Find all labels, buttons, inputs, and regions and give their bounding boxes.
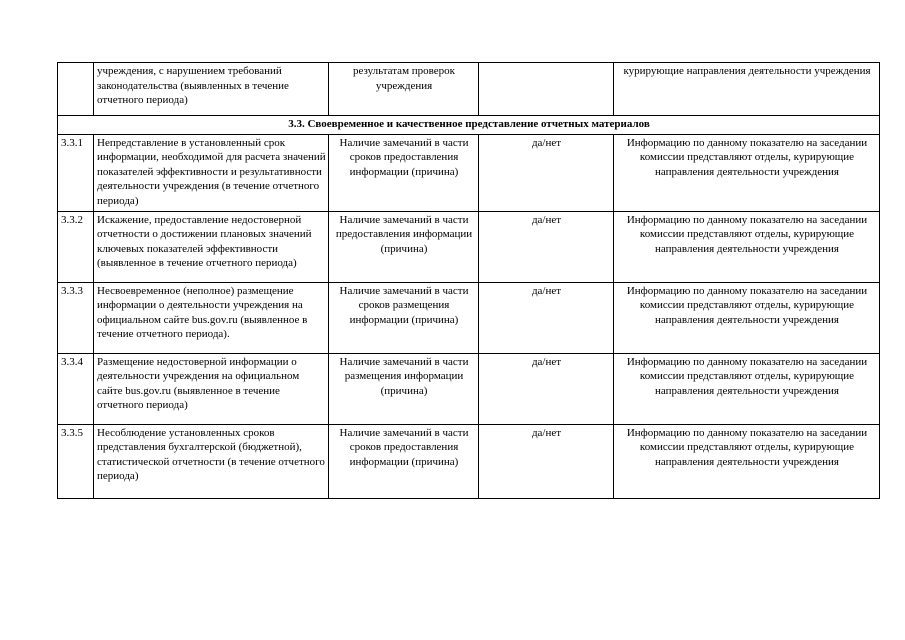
table-row bbox=[58, 353, 880, 424]
source-cell: Информацию по данному показателю на заседании комиссии представляют отделы, курирующие направления деятельности учреждения bbox=[614, 353, 880, 424]
criteria-cell: Наличие замечаний в части сроков размещения информации (причина) bbox=[329, 282, 479, 353]
value-cell bbox=[479, 63, 614, 116]
source-cell: Информацию по данному показателю на заседании комиссии представляют отделы, курирующие направления деятельности учреждения bbox=[614, 424, 880, 498]
criteria-cell: Наличие замечаний в части размещения информации (причина) bbox=[329, 353, 479, 424]
value-cell: да/нет bbox=[479, 134, 614, 211]
source-cell: курирующие направления деятельности учреждения bbox=[614, 63, 880, 116]
value-cell: да/нет bbox=[479, 211, 614, 282]
indicator-cell: Непредставление в установленный срок информации, необходимой для расчета значений показателей эффективности и результативности деятельности учреждения (в течение отчетного периода) bbox=[94, 134, 329, 211]
value-cell: да/нет bbox=[479, 424, 614, 498]
row-number: 3.3.1 bbox=[58, 134, 94, 211]
table-row bbox=[58, 282, 880, 353]
table-row bbox=[58, 211, 880, 282]
value-cell: да/нет bbox=[479, 353, 614, 424]
row-number: 3.3.4 bbox=[58, 353, 94, 424]
indicator-cell: Несвоевременное (неполное) размещение информации о деятельности учреждения на официальном сайте bus.gov.ru (выявленное в течение отчетного периода). bbox=[94, 282, 329, 353]
criteria-cell: Наличие замечаний в части сроков предоставления информации (причина) bbox=[329, 424, 479, 498]
criteria-cell: Наличие замечаний в части сроков предоставления информации (причина) bbox=[329, 134, 479, 211]
value-cell: да/нет bbox=[479, 282, 614, 353]
table-row bbox=[58, 424, 880, 498]
table-row bbox=[58, 134, 880, 211]
section-header-row bbox=[58, 116, 880, 135]
row-number bbox=[58, 63, 94, 116]
criteria-table bbox=[57, 62, 880, 499]
criteria-cell: результатам проверок учреждения bbox=[329, 63, 479, 116]
row-number: 3.3.2 bbox=[58, 211, 94, 282]
table-row-continued bbox=[58, 63, 880, 116]
criteria-cell: Наличие замечаний в части предоставления информации (причина) bbox=[329, 211, 479, 282]
indicator-cell: Размещение недостоверной информации о деятельности учреждения на официальном сайте bus.gov.ru (выявленное в течение отчетного периода) bbox=[94, 353, 329, 424]
source-cell: Информацию по данному показателю на заседании комиссии представляют отделы, курирующие направления деятельности учреждения bbox=[614, 134, 880, 211]
row-number: 3.3.5 bbox=[58, 424, 94, 498]
source-cell: Информацию по данному показателю на заседании комиссии представляют отделы, курирующие направления деятельности учреждения bbox=[614, 211, 880, 282]
indicator-cell: учреждения, с нарушением требований законодательства (выявленных в течение отчетного периода) bbox=[94, 63, 329, 116]
source-cell: Информацию по данному показателю на заседании комиссии представляют отделы, курирующие направления деятельности учреждения bbox=[614, 282, 880, 353]
indicator-cell: Искажение, предоставление недостоверной отчетности о достижении плановых значений ключевых показателей эффективности (выявленное в течение отчетного периода) bbox=[94, 211, 329, 282]
row-number: 3.3.3 bbox=[58, 282, 94, 353]
section-title: 3.3. Своевременное и качественное представление отчетных материалов bbox=[58, 116, 880, 135]
indicator-cell: Несоблюдение установленных сроков представления бухгалтерской (бюджетной), статистической отчетности (в течение отчетного периода) bbox=[94, 424, 329, 498]
